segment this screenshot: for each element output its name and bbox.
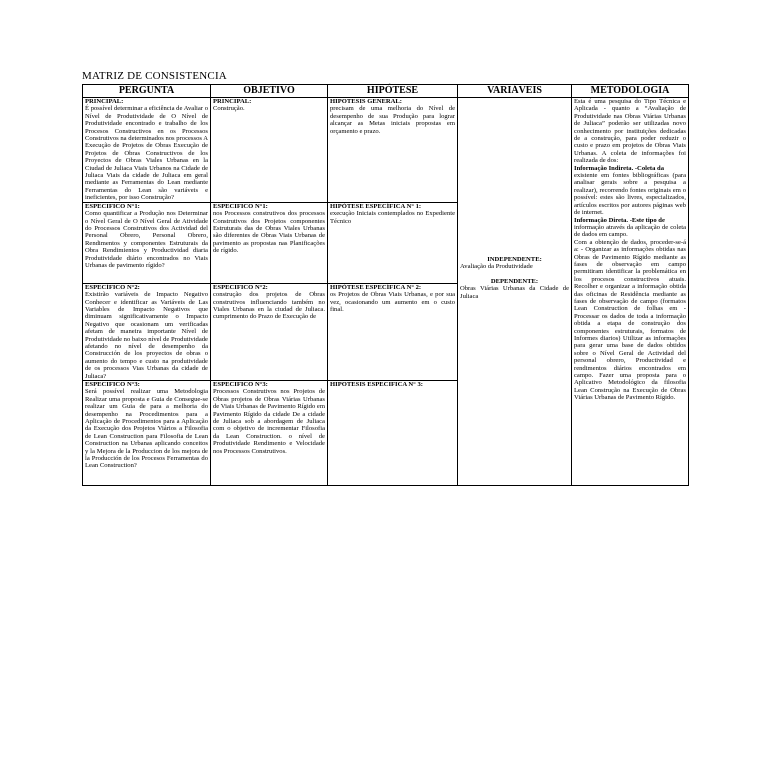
objetivo-cell — [211, 202, 328, 283]
independente-label: INDEPENDENTE: — [487, 256, 542, 263]
cell-heading: HIPÓTESE ESPECÍFICA N° 2: — [330, 283, 422, 291]
pergunta-cell — [83, 202, 211, 283]
variaveis-cell — [458, 98, 572, 486]
independente-text: Avaliação da Produtividade — [460, 263, 533, 271]
indireta-label: Informação Indireta. -Coleta da — [574, 164, 664, 172]
metodologia-intro: Esta é uma pesquisa do Tipo Técnica e Aplicada - quanto a “Avaliação de Produtividade nas Obras Viárias Urbanas de Juliaca” poderão ser utilizadas novo conhecimento por instituições dedicadas de a construção, para poder reduzir o custo e prazo em projetos de Obras Viais Urbanas. A coleta de informações foi realizada de dos: — [574, 98, 686, 165]
cell-text: Construção. — [213, 105, 245, 113]
direta-text: informação através da aplicação de coleta de dados em campo. — [574, 223, 686, 239]
header-metodologia: METODOLOGIA — [572, 85, 689, 98]
metodologia-cell — [572, 98, 689, 486]
header-row — [83, 85, 689, 98]
cell-text: Será possível realizar uma Metodologia Realizar uma proposta e Guia de Consegue-se realizar um Guia de para a melhoria do desempenho na Procedimentos para a Aplicação de Procedimentos para a Aplicação da Execução dos Projetos Viários a Filosofia de Lean Construction para Filosofia de Lean Construction na Urbanas aplicando conceitos y la Mejora de la Produccion de los mejora de la Producción de los Procesos Ferramentas do Lean Construction? — [85, 388, 208, 470]
header-pergunta: PERGUNTA — [83, 85, 211, 98]
cell-heading: PRINCIPAL: — [85, 98, 124, 105]
hipotese-cell — [328, 98, 458, 203]
pergunta-cell — [83, 98, 211, 203]
cell-text: Processos Construtivos nos Projetos de Obras projetos de Obras Viárias Urbanas de Viais Urbanas de Pavimento Rígido em Pavimento Rígido da cidade De a cidade de Juliaca sob a abordagem de Juliaca com o objetivo de incrementar Filosofia da Lean Construction. o nível de Produtividade Rendimento e Velocidade nos Processos Construtivos. — [213, 388, 325, 455]
cell-heading: HIPOTESIS GENERAL: — [330, 98, 403, 105]
direta-label: Informação Direta. -Este tipo de — [574, 216, 665, 224]
hipotese-cell — [328, 283, 458, 380]
dependente-label: DEPENDENTE: — [490, 277, 539, 285]
cell-text: É possível determinar a eficiência de Avaliar o Nível de Produtividade de O Nível de Produtividade encontrado e trabalho de los Procesos Constructivos en os Processos Construtivos na determinados nos processos A Execução de Projetos de Obras Execução de Projetos de Obras Constructivos de los Proyectos de Obras Viales Urbanas en la Ciudad de Juliaca Viais Urbanos na Cidade de Juliaca Viais da cidade de Juliaca em geral mediante as Ferramentas do Lean mediante Ferramentas do Lean são variáveis e ineficientes, por isso Construção? — [85, 105, 208, 202]
dependente-text: Obras Viárias Urbanas da Cidade de Juliaca — [460, 285, 569, 300]
cell-text: precisam de uma melhoria do Nível de desempenho de sua Produção para lograr alcançar as Metas iniciais propostas em orçamento e prazo. — [330, 105, 455, 135]
page-title: MATRIZ DE CONSISTENCIA — [82, 70, 227, 82]
cell-heading: PRINCIPAL: — [213, 98, 252, 105]
cell-text: construção dos projetos de Obras construtivos influenciando também no Viales Urbanas en la ciudad de Juliaca. cumprimento do Prazo de Execução de — [213, 291, 325, 321]
cell-heading: ESPECIFICO N°1: — [213, 202, 268, 210]
pergunta-cell — [83, 380, 211, 485]
cell-heading: HIPÓTESE ESPECÍFICA N° 1: — [330, 202, 422, 210]
table-row — [83, 98, 689, 203]
metodologia-steps: Com a obtenção de dados, proceder-se-á a: - Organizar as informações obtidas nas Obras de Pavimento Rígido mediante as fases de observação em campo permitiram identificar la problemática en los procesos constructivos atuais. Recolher e organizar a informação obtida das oficinas de Residência mediante as fases de observação de campo (formatos Lean Construction de folhas em - Processar os dados de toda a informação obtida a etapa de construção dos componentes estruturais, formatos de Informes diarios) Utilizar as informações para gerar uma base de dados obtidos sobre o Nível Geral de Actividad del personal obrero, Productividad e rendimentos diários encontrados em campo. Fazer uma proposta para o Aplicativo Metodológico da filosofia Lean Construção na Execução de Obras Viárias Urbanas de Pavimento Rígido. — [574, 238, 686, 402]
cell-heading: ESPECIFICO N°3: — [85, 380, 140, 388]
cell-heading: ESPECIFICO N°1: — [85, 202, 140, 210]
header-hipotese: HIPÓTESE — [328, 85, 458, 98]
cell-heading: ESPECIFICO N°3: — [213, 380, 268, 388]
cell-text: nos Processos construtivos dos processos Construtivos dos Projetos componentes Estruturais das de Obras Viales Urbanas são diferentes de Obras Viais Urbanas de pavimento as propostas nas Planificações de rígido. — [213, 210, 325, 255]
cell-text: execução Iniciais contemplados no Expediente Técnico — [330, 210, 455, 225]
objetivo-cell — [211, 283, 328, 380]
header-objetivo: OBJETIVO — [211, 85, 328, 98]
hipotese-cell — [328, 202, 458, 283]
objetivo-cell — [211, 380, 328, 485]
header-variaveis: VARIÁVEIS — [458, 85, 572, 98]
cell-text: Existirão variáveis de Impacto Negativo Conhecer e identificar as Variáveis de Las Variables de Impacto Negativos que diminuam significativamente o Impacto Negativo que ocasionam um verificadas afetam de maneira importante Nível de Produtividade no baixo nível de Produtividade afetando no nível de desempenho da Construcción de los proyectos de obras o aumento do tempo e custo na produtividade de os processos Vias Urbanas da cidade de Juliaca? — [85, 291, 208, 380]
consistency-matrix — [82, 84, 689, 486]
cell-text: Como quantificar a Produção nos Determinar o Nível Geral de O Nível Geral de Atividade do Processos Construtivos dos Actividad del Personal Obrero, Personal Obrero, Rendimentos y componentes Estruturais da Obra Rendimientos y Productividad diaria Produtividade diário encontrados no Viais Urbanas de pavimento rígido? — [85, 210, 208, 269]
cell-text: os Projetos de Obras Viais Urbanas, e por sua vez, ocasionando um aumento em o custo final. — [330, 291, 455, 313]
pergunta-cell — [83, 283, 211, 380]
indireta-text: existente em fontes bibliográficas (para analisar gerais sobre a pesquisa a realizar), recorrendo fontes originais em o possível: estes são livres, especializados, artículos escritos por autores páginas web de internet. — [574, 172, 686, 217]
hipotese-cell — [328, 380, 458, 485]
cell-heading: HIPOTESIS ESPECIFICA N° 3: — [330, 380, 423, 388]
objetivo-cell — [211, 98, 328, 203]
cell-heading: ESPECÍFICO N°2: — [85, 283, 140, 291]
cell-heading: ESPECIFICO N°2: — [213, 283, 268, 291]
